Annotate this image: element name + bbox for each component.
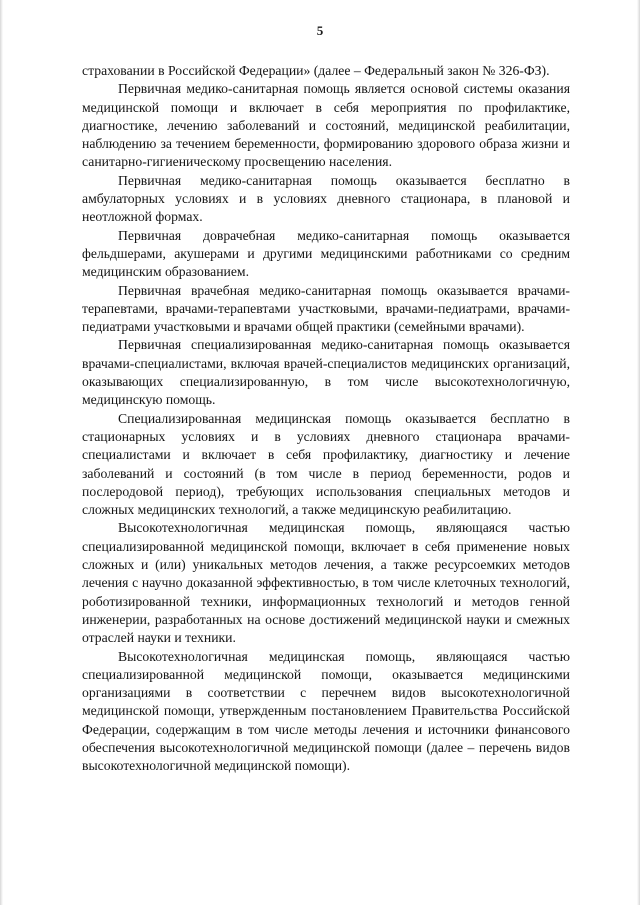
paragraph: Первичная доврачебная медико-санитарная помощь оказывается фельдшерами, акушерами и другими медицинскими работниками со средним медицинским образованием.: [82, 227, 570, 280]
paragraph: Первичная врачебная медико-санитарная помощь оказывается врачами-терапевтами, врачами-терапевтами участковыми, врачами-педиатрами, врачами-педиатрами участковыми и врачами общей практики (семейными врачами).: [82, 282, 570, 335]
paragraph: Специализированная медицинская помощь оказывается бесплатно в стационарных условиях и в условиях дневного стационара врачами-специалистами и включает в себя профилактику, диагностику и лечение заболеваний и состояний (в том числе в период беременности, родов и послеродовой период), требующих использования специальных методов и сложных медицинских технологий, а также медицинскую реабилитацию.: [82, 410, 570, 518]
page-number: 5: [316, 23, 324, 38]
scan-edge-left: [0, 0, 3, 905]
paragraph: Высокотехнологичная медицинская помощь, являющаяся частью специализированной медицинской помощи, оказывается медицинскими организациями в соответствии с перечнем видов высокотехнологичной медицинской помощи, утвержденным постановлением Правительства Российской Федерации, содержащим в том числе методы лечения и источники финансового обеспечения высокотехнологичной медицинской помощи (далее – перечень видов высокотехнологичной медицинской помощи).: [82, 648, 570, 774]
paragraph: Высокотехнологичная медицинская помощь, являющаяся частью специализированной медицинской помощи, включает в себя применение новых сложных и (или) уникальных методов лечения, а также ресурсоемких методов лечения с научно доказанной эффективностью, в том числе клеточных технологий, роботизированной техники, информационных технологий и методов генной инженерии, разработанных на основе достижений медицинской науки и смежных отраслей науки и техники.: [82, 520, 570, 646]
body-text: [82, 62, 570, 776]
paragraph: Первичная медико-санитарная помощь оказывается бесплатно в амбулаторных условиях и в условиях дневного стационара, в плановой и неотложной формах.: [82, 172, 570, 225]
paragraph: Первичная специализированная медико-санитарная помощь оказывается врачами-специалистами, включая врачей-специалистов медицинских организаций, оказывающих специализированную, в том числе высокотехнологичную, медицинскую помощь.: [82, 337, 570, 408]
paragraph-continuation: страховании в Российской Федерации» (далее – Федеральный закон № 326-ФЗ).: [82, 63, 550, 78]
paragraph: Первичная медико-санитарная помощь является основой системы оказания медицинской помощи и включает в себя мероприятия по профилактике, диагностике, лечению заболеваний и состояний, медицинской реабилитации, наблюдению за течением беременности, формированию здорового образа жизни и санитарно-гигиеническому просвещению населения.: [82, 81, 570, 170]
